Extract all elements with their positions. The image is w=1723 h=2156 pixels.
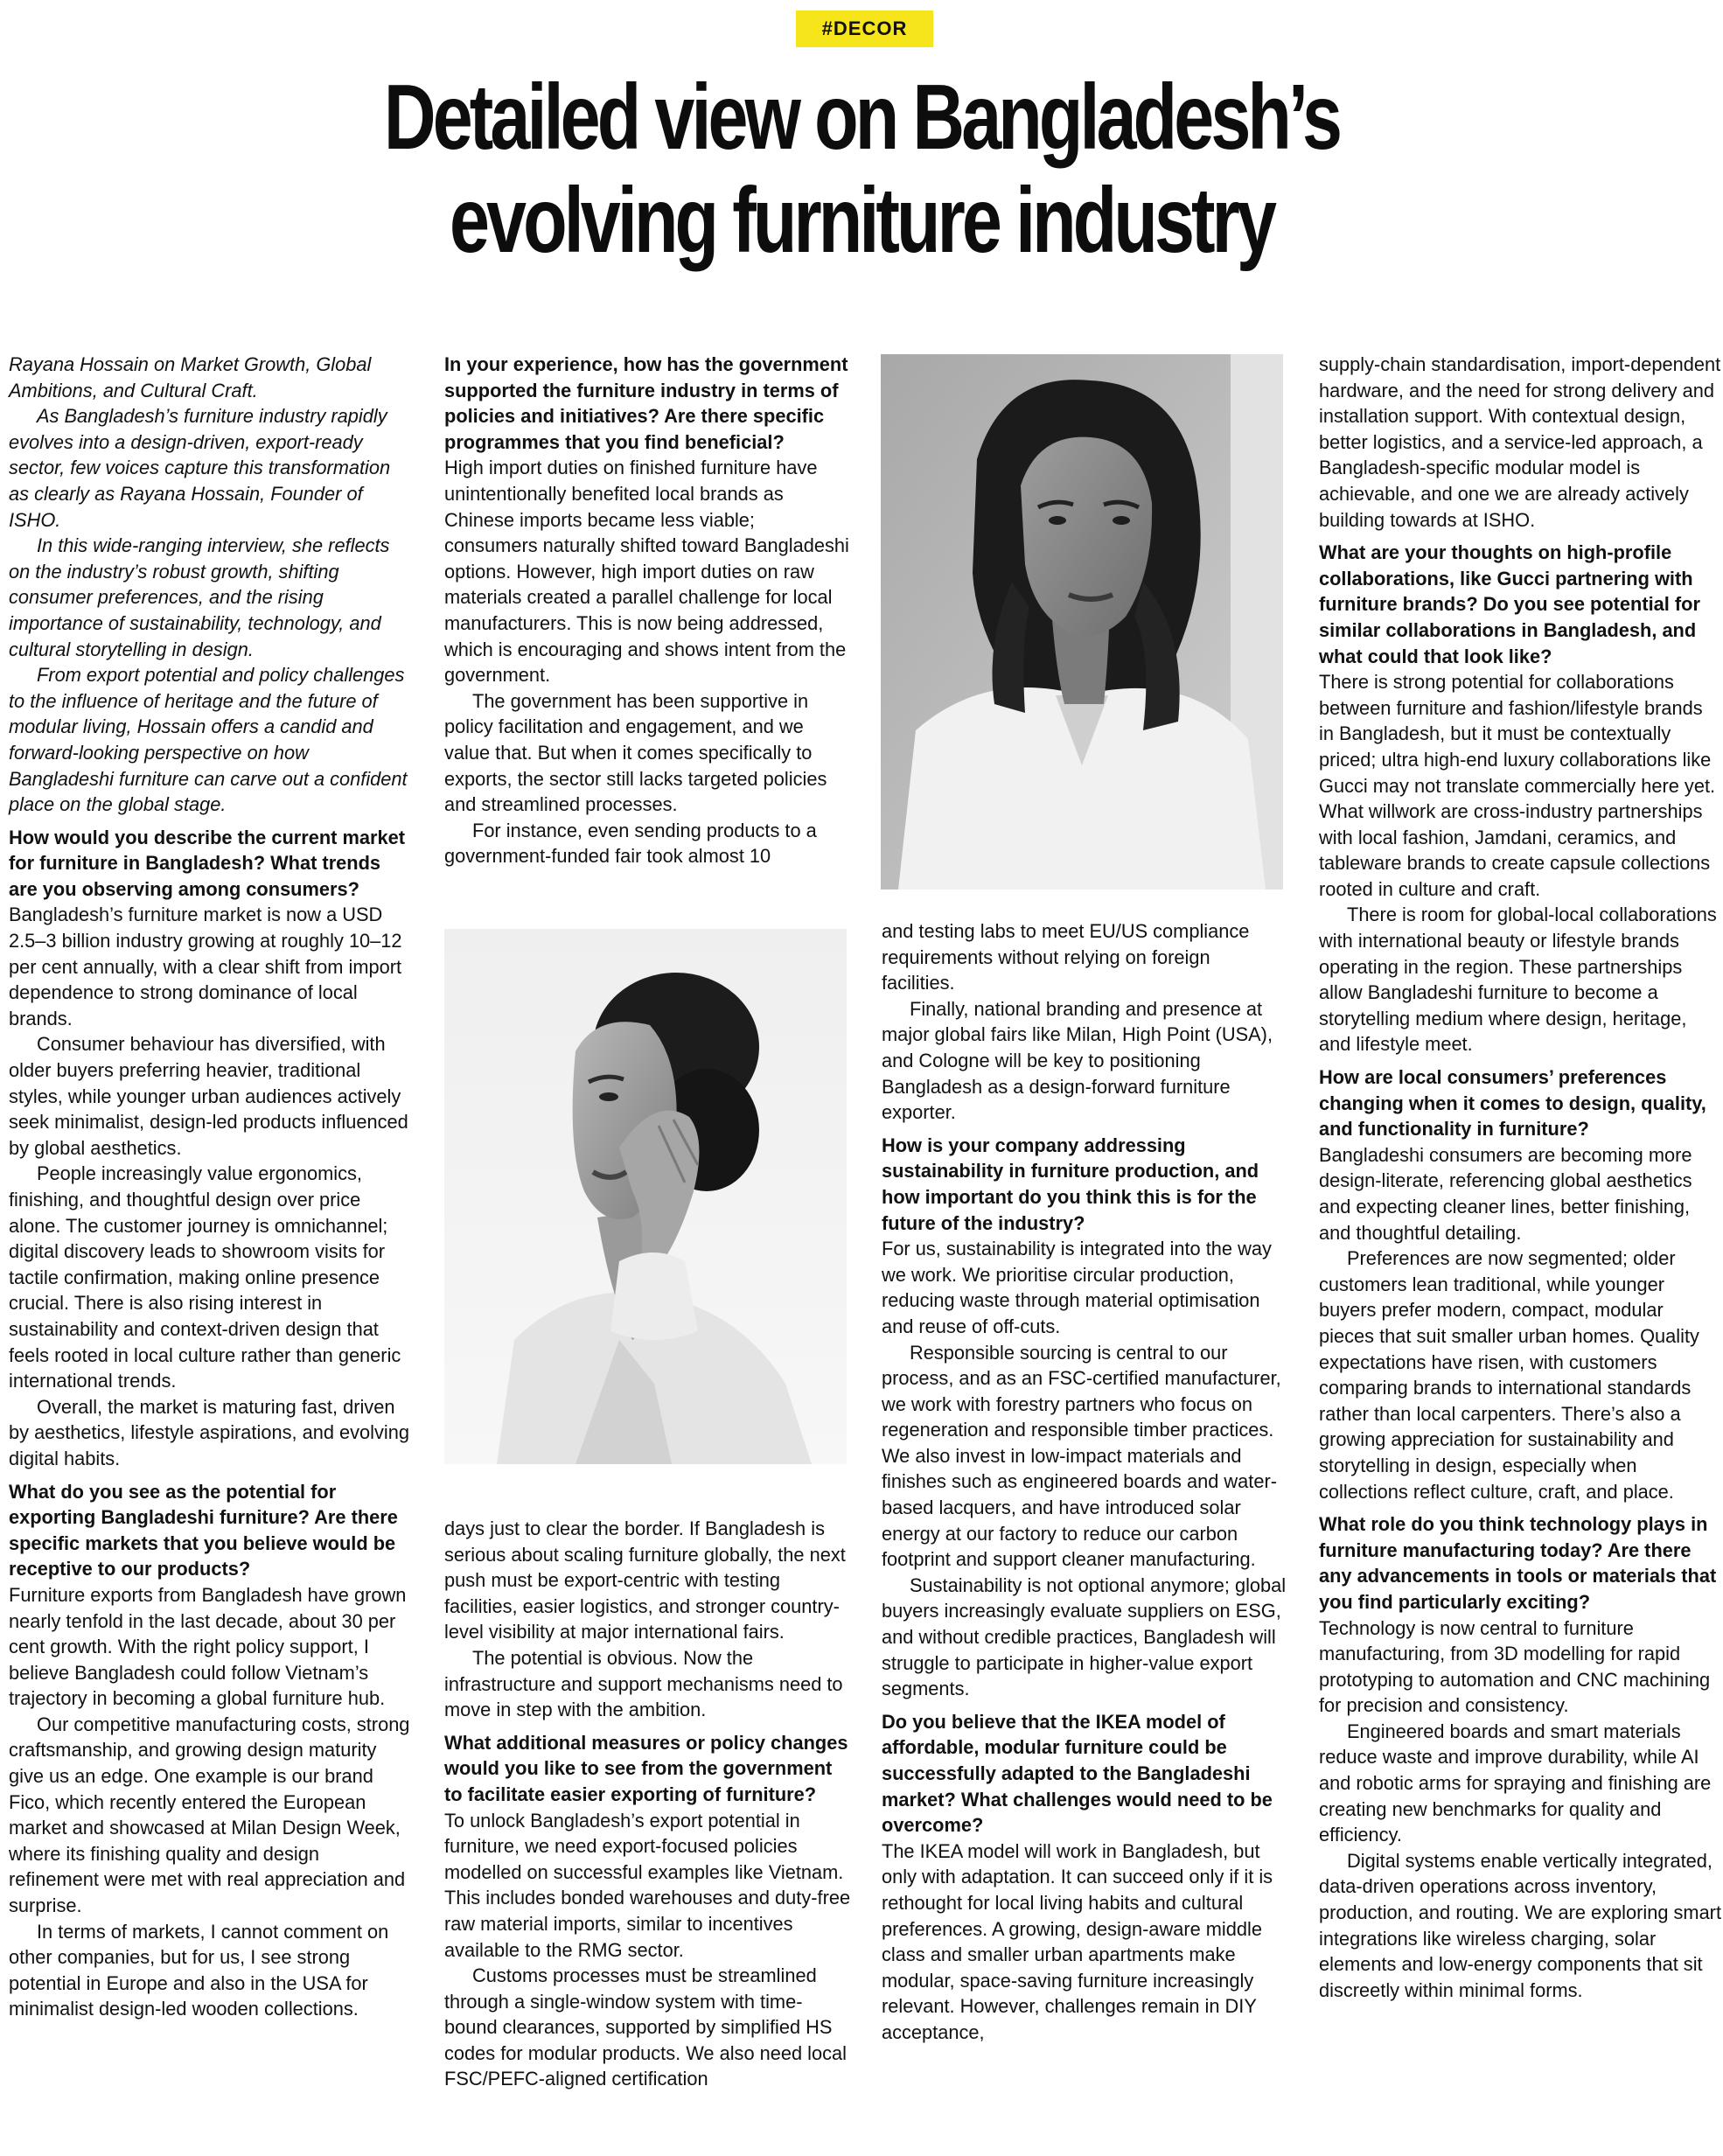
- answer-paragraph: Preferences are now segmented; older customers lean traditional, while younger buyers prefer modern, compact, modular pieces that suit smaller urban homes. Quality expectations have risen, with customers comparing brands to international standards rather than local carpenters. There’s also a growing appreciation for sustainability and storytelling in design, especially when collections reflect culture, craft, and place.: [1319, 1247, 1699, 1503]
- headline-line-2: evolving furniture industry: [449, 169, 1274, 272]
- answer-paragraph: Responsible sourcing is central to our process, and as an FSC-certified manufacturer, we work with forestry partners who focus on regeneration and responsible timber practices. We also invest in low-impact materials and finishes such as engineered boards and water-based lacquers, and have introduced solar energy at our factory to reduce our carbon footprint and support cleaner manufacturing.: [882, 1341, 1281, 1571]
- answer-paragraph: Technology is now central to furniture manufacturing, from 3D modelling for rapid prototyping to automation and CNC machining for precision and consistency.: [1319, 1616, 1711, 1717]
- answer-paragraph: The government has been supportive in policy facilitation and engagement, and we value that. But when it comes specifically to exports, the sector still lacks targeted policies and streamlined processes.: [444, 689, 827, 816]
- answer-paragraph: To unlock Bangladesh’s export potential in furniture, we need export-focused policies modelled on successful examples like Vietnam. This includes bonded warehouses and duty-free raw material imports, similar to incentives available to the RMG sector.: [444, 1809, 851, 1961]
- portrait-photo-hand-to-ear: [444, 929, 847, 1464]
- article-column-2-continued: [444, 1516, 851, 2092]
- interview-question: Do you believe that the IKEA model of affordable, modular furniture could be successfully adapted to the Bangladeshi market? What challenges would need to be overcome?: [882, 1710, 1273, 1837]
- intro-paragraph: In this wide-ranging interview, she reflects on the industry’s robust growth, shifting consumer preferences, and the rising importance of sustainability, technology, and cultural storytelling in design.: [9, 534, 390, 660]
- intro-paragraph: From export potential and policy challenges to the influence of heritage and the future of modular living, Hossain offers a candid and forward-looking perspective on how Bangladeshi furniture can carve out a confident place on the global stage.: [9, 664, 408, 816]
- answer-paragraph: Sustainability is not optional anymore; global buyers increasingly evaluate suppliers on ESG, and without credible practices, Bangladesh will struggle to participate in higher-value export segments.: [882, 1573, 1287, 1700]
- interview-question: How is your company addressing sustainability in furniture production, and how important do you think this is for the future of the industry?: [882, 1134, 1259, 1234]
- answer-paragraph: Finally, national branding and presence at major global fairs like Milan, High Point (USA), and Cologne will be key to positioning Bangladesh as a design-forward furniture exporter.: [882, 997, 1273, 1124]
- answer-paragraph: supply-chain standardisation, import-dependent hardware, and the need for strong delivery and installation support. With contextual design, better logistics, and a service-led approach, a Bangladesh-specific modular model is achievable, and one we are already actively building towards at ISHO.: [1319, 353, 1721, 531]
- interview-question: How are local consumers’ preferences changing when it comes to design, quality, and functionality in furniture?: [1319, 1066, 1706, 1141]
- interview-question: What additional measures or policy changes would you like to see from the government to facilitate easier exporting of furniture?: [444, 1731, 848, 1805]
- headline-line-1: Detailed view on Bangladesh’s: [383, 66, 1340, 169]
- answer-paragraph: Bangladesh’s furniture market is now a USD 2.5–3 billion industry growing at roughly 10–12 per cent annually, with a clear shift from import dependence to strong dominance of local brands.: [9, 904, 402, 1029]
- answer-paragraph: For us, sustainability is integrated into the way we work. We prioritise circular production, reducing waste through material optimisation and reuse of off-cuts.: [882, 1238, 1272, 1337]
- article-column-3: [882, 918, 1288, 2046]
- interview-question: What role do you think technology plays in furniture manufacturing today? Are there any advancements in tools or materials that you find particularly exciting?: [1319, 1513, 1717, 1613]
- article-column-2: [444, 352, 851, 869]
- answer-paragraph: Overall, the market is maturing fast, driven by aesthetics, lifestyle aspirations, and evolving digital habits.: [9, 1395, 409, 1469]
- interview-question: How would you describe the current market for furniture in Bangladesh? What trends are you observing among consumers?: [9, 826, 405, 900]
- answer-paragraph: The IKEA model will work in Bangladesh, but only with adaptation. It can succeed only if it is rethought for local living habits and cultural preferences. A growing, design-aware middle class and smaller urban apartments make modular, space-saving furniture increasingly relevant. However, challenges remain in DIY acceptance,: [882, 1839, 1273, 2043]
- answer-paragraph: Consumer behaviour has diversified, with older buyers preferring heavier, traditional styles, while younger urban audiences actively seek minimalist, design-led products influenced by global aesthetics.: [9, 1033, 408, 1159]
- answer-paragraph: The potential is obvious. Now the infrastructure and support mechanisms need to move in step with the ambition.: [444, 1646, 843, 1721]
- interview-question: What are your thoughts on high-profile collaborations, like Gucci partnering with furniture brands? Do you see potential for similar collaborations in Bangladesh, and what could that look like?: [1319, 541, 1700, 667]
- interview-question: In your experience, how has the government supported the furniture industry in terms of policies and initiatives? Are there specific programmes that you find beneficial?: [444, 353, 848, 453]
- answer-paragraph: Engineered boards and smart materials reduce waste and improve durability, while AI and robotic arms for spraying and finishing are creating new benchmarks for quality and efficiency.: [1319, 1720, 1712, 1846]
- answer-paragraph: High import duties on finished furniture have unintentionally benefited local brands as Chinese imports became less viable; consumers naturally shifted toward Bangladeshi options. However, high import duties on raw materials created a parallel challenge for local manufacturers. This is now being addressed, which is encouraging and shows intent from the government.: [444, 457, 849, 687]
- article-column-4: [1319, 352, 1721, 2003]
- answer-paragraph: Customs processes must be streamlined through a single-window system with time-bound clearances, supported by simplified HS codes for modular products. We also need local FSC/PEFC-aligned certification: [444, 1964, 848, 2090]
- section-tag: #DECOR: [796, 10, 933, 47]
- article-column-1: [9, 352, 411, 2022]
- answer-paragraph: There is strong potential for collaborations between furniture and fashion/lifestyle brands in Bangladesh, but it must be contextually priced; ultra high-end luxury collaborations like Gucci may not translate commercially here yet. What willwork are cross-industry partnerships with local fashion, Jamdani, ceramics, and tableware brands to create capsule collections rooted in culture and craft.: [1319, 671, 1716, 900]
- interview-question: What do you see as the potential for exporting Bangladeshi furniture? Are there specific markets that you believe would be receptive to our products?: [9, 1480, 398, 1580]
- portrait-photo-seated: [881, 354, 1283, 890]
- answer-paragraph: Furniture exports from Bangladesh have grown nearly tenfold in the last decade, about 30 per cent growth. With the right policy support, I believe Bangladesh could follow Vietnam’s trajectory in becoming a global furniture hub.: [9, 1583, 407, 1710]
- answer-paragraph: Digital systems enable vertically integrated, data-driven operations across inventory, production, and routing. We are exploring smart integrations like wireless charging, solar elements and low-energy components that sit discreetly within minimal forms.: [1319, 1849, 1722, 2001]
- answer-paragraph: Bangladeshi consumers are becoming more design-literate, referencing global aesthetics and expecting cleaner lines, better finishing, and thoughtful detailing.: [1319, 1143, 1692, 1244]
- answer-paragraph: and testing labs to meet EU/US compliance requirements without relying on foreign facilities.: [882, 920, 1250, 994]
- standfirst: Rayana Hossain on Market Growth, Global Ambitions, and Cultural Craft.: [9, 353, 372, 401]
- portrait-illustration: [444, 929, 847, 1464]
- answer-paragraph: For instance, even sending products to a government-funded fair took almost 10: [444, 819, 817, 868]
- answer-paragraph: Our competitive manufacturing costs, strong craftsmanship, and growing design maturity give us an edge. One example is our brand Fico, which recently entered the European market and showcased at Milan Design Week, where its finishing quality and design refinement were met with real appreciation and surprise.: [9, 1713, 410, 1917]
- portrait-illustration: [881, 354, 1283, 890]
- answer-paragraph: There is room for global-local collaborations with international beauty or lifestyle brands operating in the region. These partnerships allow Bangladeshi furniture to become a storytelling medium where design, heritage, and lifestyle meet.: [1319, 904, 1717, 1056]
- article-headline: [190, 66, 1534, 272]
- answer-paragraph: In terms of markets, I cannot comment on other companies, but for us, I see strong potential in Europe and also in the USA for minimalist design-led wooden collections.: [9, 1920, 389, 2020]
- answer-paragraph: days just to clear the border. If Bangladesh is serious about scaling furniture globally, the next push must be export-centric with testing facilities, easier logistics, and stronger country-level visibility at major international fairs.: [444, 1518, 846, 1643]
- intro-paragraph: As Bangladesh’s furniture industry rapidly evolves into a design-driven, export-ready sector, few voices capture this transformation as clearly as Rayana Hossain, Founder of ISHO.: [9, 405, 391, 531]
- answer-paragraph: People increasingly value ergonomics, finishing, and thoughtful design over price alone. The customer journey is omnichannel; digital discovery leads to showroom visits for tactile confirmation, making online presence crucial. There is also rising interest in sustainability and context-driven design that feels rooted in local culture rather than generic international trends.: [9, 1162, 401, 1392]
